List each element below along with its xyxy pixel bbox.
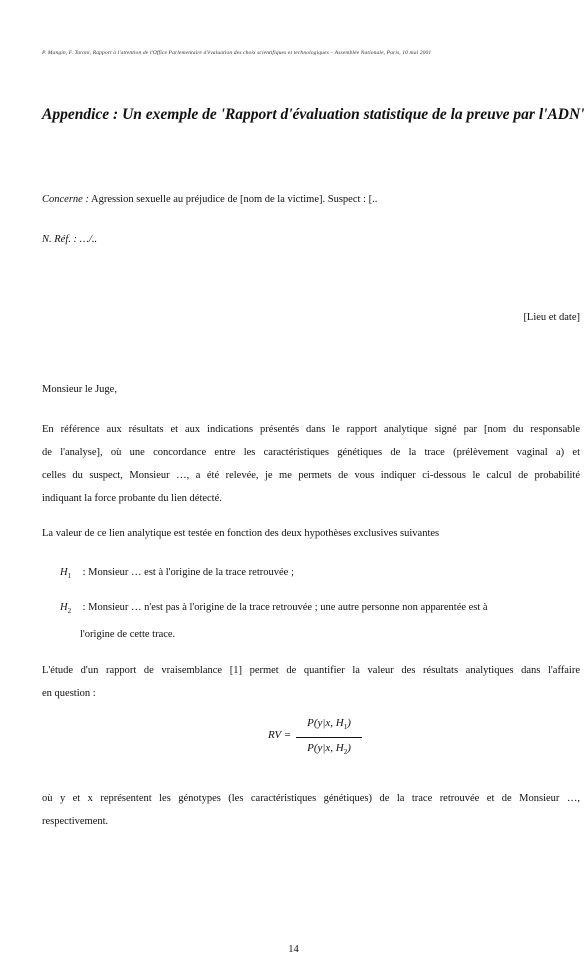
concerne-text: Agression sexuelle au préjudice de [nom de la victime]. Suspect : [.. xyxy=(88,194,378,205)
page-number: 14 xyxy=(288,944,299,955)
formula-numerator: P(y|x, $H_1$) xyxy=(307,717,351,732)
appendix-title: Appendice : Un exemple de 'Rapport d'évaluation statistique de la preuve par l'ADN' xyxy=(42,106,585,123)
hypothesis-symbol: $H_2$ xyxy=(60,602,72,616)
paragraph-reference xyxy=(42,418,580,510)
paragraph-line: L'étude d'un rapport de vraisemblance [1] permet de quantifier la valeur des résultats analytiques dans l'affaire xyxy=(42,665,580,676)
hypothesis-2 xyxy=(60,596,580,646)
formula-lhs: RV = xyxy=(268,729,292,741)
hypothesis-text-continued: l'origine de cette trace. xyxy=(80,629,176,641)
paragraph-line: de l'analyse], où une concordance entre les caractéristiques génétiques de la trace (prélèvement vaginal a) et xyxy=(42,447,580,458)
paragraph-line: En référence aux résultats et aux indications présentés dans le rapport analytique signé par [nom du responsable xyxy=(42,424,580,435)
paragraph-line: indiquant la force probante du lien détecté. xyxy=(42,493,222,504)
formula-denominator: P(y|x, $H_2$) xyxy=(307,742,351,757)
paragraph-line: en question : xyxy=(42,688,96,699)
reference-line: N. Réf. : …/.. xyxy=(42,234,98,245)
concerne-line xyxy=(42,192,377,208)
running-header: P. Mangin, F. Taroni, Rapport à l'attention de l'Office Parlementaire d'évaluation des choix scientifiques et technologiques – Assemblée Nationale, Paris, 10 mai 2001 xyxy=(42,50,432,56)
salutation: Monsieur le Juge, xyxy=(42,384,117,395)
formula-fraction xyxy=(296,715,362,760)
paragraph-line: respectivement. xyxy=(42,816,109,827)
paragraph-genotypes xyxy=(42,787,580,833)
paragraph-likelihood-ratio xyxy=(42,659,580,705)
hypothesis-text: : Monsieur … n'est pas à l'origine de la trace retrouvée ; une autre personne non apparentée est à xyxy=(80,602,488,613)
hypothesis-text: : Monsieur … est à l'origine de la trace retrouvée ; xyxy=(80,567,294,578)
fraction-bar xyxy=(296,737,362,738)
hypothesis-symbol: $H_1$ xyxy=(60,567,72,581)
place-and-date: [Lieu et date] xyxy=(523,312,580,323)
paragraph-line: celles du suspect, Monsieur …, a été relevée, je me permets de vous indiquer ci-dessous le calcul de probabilité xyxy=(42,470,580,481)
hypothesis-1 xyxy=(60,561,580,588)
paragraph-hypotheses-intro: La valeur de ce lien analytique est testée en fonction des deux hypothèses exclusives suivantes xyxy=(42,528,440,539)
paragraph-line: où y et x représentent les génotypes (les caractéristiques génétiques) de la trace retrouvée et de Monsieur …, xyxy=(42,793,580,804)
concerne-label: Concerne : xyxy=(42,194,89,205)
